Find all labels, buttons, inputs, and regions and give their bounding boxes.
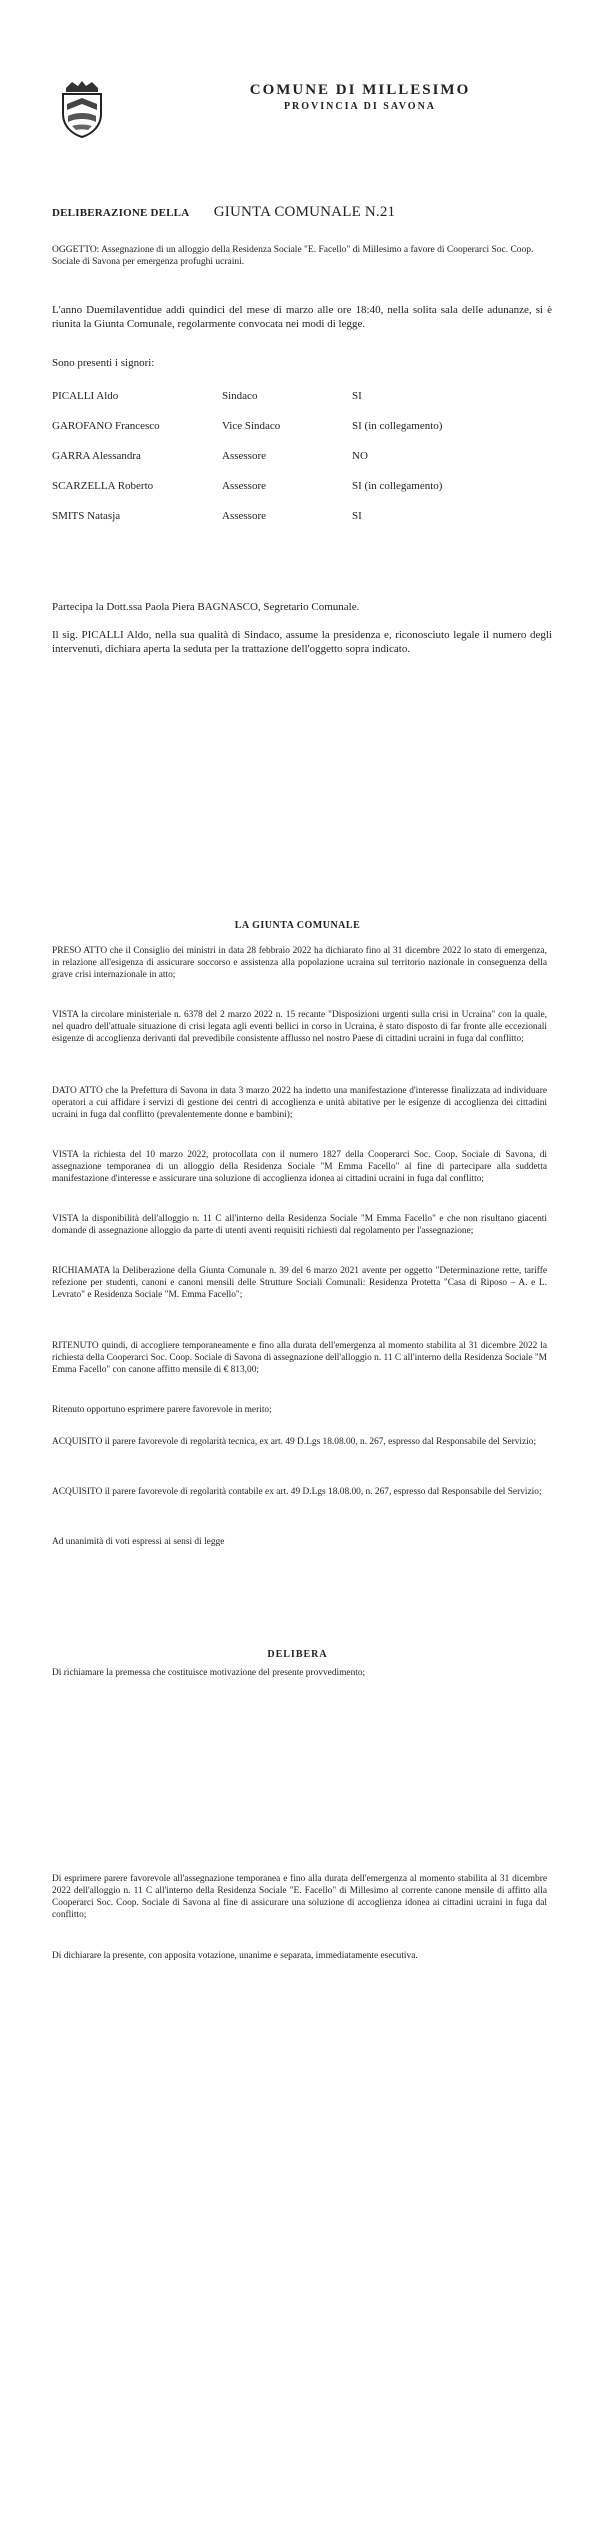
presente-nome: SMITS Natasja (52, 510, 121, 522)
considerazione-paragraph: Ritenuto opportuno esprimere parere favorevole in merito; (52, 1405, 272, 1415)
presente-presenza: SI (in collegamento) (352, 480, 443, 492)
provincia-subtitle: PROVINCIA DI SAVONA (283, 101, 437, 112)
presente-ruolo: Assessore (222, 450, 266, 462)
presenti-row (52, 510, 552, 524)
presente-ruolo: Vice Sindaco (222, 420, 281, 432)
deliberazione-organo: GIUNTA COMUNALE N.21 (213, 204, 396, 220)
presente-presenza: SI (in collegamento) (352, 420, 443, 432)
giunta-section-title: LA GIUNTA COMUNALE (234, 920, 361, 931)
considerazione-paragraph: PRESO ATTO che il Consiglio dei ministri in data 28 febbraio 2022 ha dichiarato fino al 31 dicembre 2022 lo stato di emergenza, in relazione all'esigenza di assicurare soccorso e assistenza alla popolazione ucraina sul territorio nazionale in conseguenza della grave crisi internazionale in atto; (52, 946, 547, 980)
deliberazione-heading (52, 204, 395, 221)
presente-nome: GAROFANO Francesco (52, 420, 160, 432)
oggetto-text: OGGETTO: Assegnazione di un alloggio della Residenza Sociale "E. Facello" di Millesimo a favore di Cooperarci Soc. Coop. Sociale di Savona per emergenza profughi ucraini. (52, 245, 534, 267)
delibera-premessa: Di richiamare la premessa che costituisce motivazione del presente provvedimento; (52, 1668, 366, 1678)
considerazione-paragraph: RITENUTO quindi, di accogliere temporaneamente e fino alla durata dell'emergenza al momento stabilita al 31 dicembre 2022 la richiesta della Cooperarci Soc. Coop. Sociale di Savona di assegnazione dell'alloggio n. 11 C all'interno della Residenza Sociale "M Emma Facello" con canone affitto mensile di € 813,00; (52, 1341, 548, 1375)
presente-presenza: SI (352, 390, 362, 402)
presente-ruolo: Assessore (222, 510, 266, 522)
dispositivo-paragraph: Di esprimere parere favorevole all'assegnazione temporanea e fino alla durata dell'emergenza al momento stabilita al 31 dicembre 2022 dell'alloggio n. 11 C all'interno della Residenza Sociale "E. Facello" di Millesimo al corrente canone mensile di affitto alla Cooperarci Soc. Coop. Sociale di Savona al fine di assicurare una soluzione di accoglienza idonea ai cittadini ucraini in fuga dal conflitto; (52, 1874, 547, 1920)
presenti-row (52, 450, 552, 464)
considerazione-paragraph: DATO ATTO che la Prefettura di Savona in data 3 marzo 2022 ha indetto una manifestazione d'interesse finalizzata ad individuare operatori a cui affidare i servizi di gestione dei centri di accoglienza e unità abitative per le esigenze di accoglienza dei cittadini ucraini in fuga dal conflitto (prevalentemente donne e bambini); (52, 1086, 547, 1120)
intro-paragraph: L'anno Duemilaventidue addì quindici del mese di marzo alle ore 18:40, nella solita sala delle adunanze, si è riunita la Giunta Comunale, regolarmente convocata nei modi di legge. (52, 304, 552, 330)
considerazione-paragraph: Ad unanimità di voti espressi ai sensi di legge (52, 1537, 225, 1547)
considerazione-paragraph: VISTA la disponibilità dell'alloggio n. 11 C all'interno della Residenza Sociale "M Emma Facello" e che non risultano giacenti domande di assegnazione alloggio da parte di utenti aventi requisiti richiesti dal regolamento per l'assegnazione; (52, 1214, 547, 1236)
presenti-row (52, 390, 552, 404)
presente-ruolo: Sindaco (222, 390, 258, 402)
presente-nome: GARRA Alessandra (52, 450, 141, 462)
comune-title: COMUNE DI MILLESIMO (249, 82, 471, 98)
sindaco-paragraph: Il sig. PICALLI Aldo, nella sua qualità di Sindaco, assume la presidenza e, riconosciuto legale il numero degli intervenuti, dichiara aperta la seduta per la trattazione dell'oggetto sopra indicato. (52, 629, 552, 655)
dispositivo-paragraph: Di dichiarare la presente, con apposita votazione, unanime e separata, immediatamente esecutiva. (52, 1951, 418, 1961)
partecipa-paragraph: Partecipa la Dott.ssa Paola Piera BAGNASCO, Segretario Comunale. (52, 601, 360, 613)
presente-presenza: NO (352, 450, 368, 462)
coat-of-arms-icon (58, 80, 106, 138)
deliberazione-label: DELIBERAZIONE DELLA (52, 207, 189, 219)
presenti-row (52, 480, 552, 494)
delibera-title: DELIBERA (267, 1649, 328, 1660)
presente-nome: PICALLI Aldo (52, 390, 119, 402)
presenti-row (52, 420, 552, 434)
presenti-label: Sono presenti i signori: (52, 357, 155, 369)
considerazione-paragraph: ACQUISITO il parere favorevole di regolarità contabile ex art. 49 D.Lgs 18.08.00, n. 267, espresso dal Responsabile del Servizio; (52, 1487, 542, 1497)
presente-presenza: SI (352, 510, 362, 522)
presente-ruolo: Assessore (222, 480, 266, 492)
considerazione-paragraph: ACQUISITO il parere favorevole di regolarità tecnica, ex art. 49 D.Lgs 18.08.00, n. 267, espresso dal Responsabile del Servizio; (52, 1437, 537, 1447)
considerazione-paragraph: VISTA la circolare ministeriale n. 6378 del 2 marzo 2022 n. 15 recante "Disposizioni urgenti sulla crisi in Ucraina" con la quale, nel quadro dell'attuale situazione di crisi legata agli eventi bellici in corso in Ucraina, è stato disposto di far fronte alle eccezionali esigenze di accoglienza derivanti dal prevedibile consistente afflusso nel nostro Paese di cittadini ucraini in fuga dal conflitto; (52, 1010, 547, 1044)
considerazione-paragraph: RICHIAMATA la Deliberazione della Giunta Comunale n. 39 del 6 marzo 2021 avente per oggetto "Determinazione rette, tariffe refezione per studenti, canoni e canoni mensili delle Strutture Sociali Comunali: Residenza Protetta "Casa di Riposo – A. e L. Levrato" e Residenza Sociale "M. Emma Facello"; (52, 1266, 547, 1300)
presente-nome: SCARZELLA Roberto (52, 480, 154, 492)
considerazione-paragraph: VISTA la richiesta del 10 marzo 2022, protocollata con il numero 1827 della Cooperarci Soc. Coop. Sociale di Savona, di assegnazione temporanea di un alloggio della Residenza Sociale "M Emma Facello" al fine di partecipare alla suddetta manifestazione d'interesse e assicurare una soluzione di accoglienza idonea ai cittadini ucraini in fuga dal conflitto; (52, 1150, 547, 1184)
